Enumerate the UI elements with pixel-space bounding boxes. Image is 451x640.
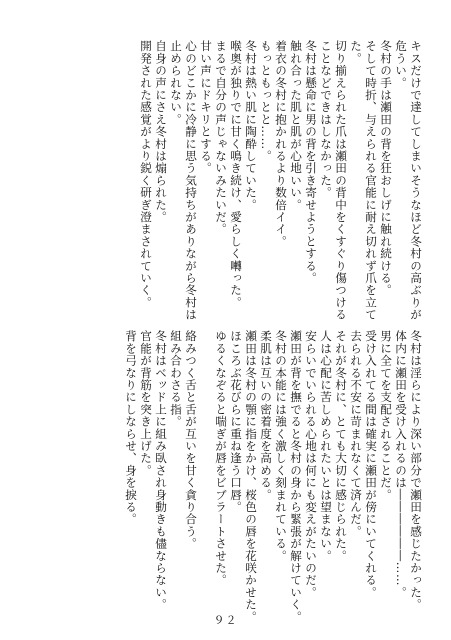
text-line: 危うい。 bbox=[394, 40, 408, 89]
text-line: 冬村の手は瀬田の背を狂おしげに触れ続ける。 bbox=[379, 40, 393, 297]
upper-text-block bbox=[138, 40, 423, 321]
text-line: ほころぶ花びらに重ね逢う口唇。 bbox=[229, 330, 243, 513]
paragraph-gap bbox=[198, 330, 213, 598]
text-line: 切り揃えられた爪は瀬田の背中をくすぐり傷つける bbox=[334, 40, 348, 321]
text-line: それが冬村に、とても大切に感じられた。 bbox=[334, 330, 348, 562]
text-line: 喉奥が独りでに甘く鳴き続け、愛らしく囀った。 bbox=[229, 40, 243, 309]
text-line: 触れ合った肌と肌が心地いい。 bbox=[289, 40, 303, 211]
text-line: 去られる不安に苛まれなくて済んだ。 bbox=[349, 330, 363, 538]
text-line: キスだけで達してしまいそうなほど冬村の高ぶりが bbox=[409, 40, 423, 321]
text-line: 絡みつく舌と舌が互いを甘く貪り合う。 bbox=[184, 330, 198, 550]
text-line: 冬村は懸命に男の背を引き寄せようとする。 bbox=[304, 40, 318, 284]
text-line: 心のどこかに冷静に思う気持ちがありながら冬村は bbox=[184, 40, 198, 321]
text-line: 開発された感覚がより鋭く研ぎ澄まされていく。 bbox=[139, 40, 153, 309]
page-number: ９２ bbox=[213, 614, 238, 627]
text-line: 冬村は淫らにより深い部分で瀬田を感じたかった。 bbox=[409, 330, 423, 611]
text-line: そして時折、与えられる官能に耐え切れず爪を立て bbox=[364, 40, 378, 321]
text-line: まるで自分の声じゃないみたいだ。 bbox=[214, 40, 228, 236]
text-line: 柔肌は互いの密着度を高める。 bbox=[259, 330, 273, 501]
text-line: 冬村は熱い肌に陶酔していた。 bbox=[244, 40, 258, 211]
text-line: 安らいでいられる心地は何にも変えがたいのだ。 bbox=[304, 330, 318, 599]
text-line: 瀬田が背を撫でると冬村の身から緊張が解けていく。 bbox=[289, 330, 303, 623]
text-line: 冬村はベッド上に組み臥され身動きも儘ならない。 bbox=[154, 330, 168, 611]
text-line: もっともっとと……。 bbox=[259, 40, 273, 162]
text-line: 止められない。 bbox=[169, 40, 183, 126]
text-line: ことなどできはしなかった。 bbox=[319, 40, 333, 199]
text-line: 男に全てを支配されることだ。 bbox=[379, 330, 393, 501]
text-line: 体内に瀬田を受け入れるのは――――――……。 bbox=[394, 330, 408, 599]
text-line: た。 bbox=[349, 40, 363, 65]
text-line: 人は心配に苦しめられたいとは望まない。 bbox=[319, 330, 333, 562]
text-line: 官能が背筋を突き上げた。 bbox=[139, 330, 153, 477]
text-line: 冬村の本能には強く激しく刻まれている。 bbox=[274, 330, 288, 562]
text-line: 着衣の冬村に抱かれるより数倍イイ。 bbox=[274, 40, 288, 248]
text-line: ゆるくなぞると喘ぎが唇をビブラートさせた。 bbox=[214, 330, 228, 587]
text-line: 背を弓なりにしならせ、身を捩る。 bbox=[124, 330, 138, 526]
text-line: 組み合わさる指。 bbox=[169, 330, 183, 428]
text-line: 受け入れてる間は確実に瀬田が傍にいてくれる。 bbox=[364, 330, 378, 599]
text-line: 自身の声にさえ冬村は煽られた。 bbox=[154, 40, 168, 223]
text-line: 甘い声にドキリとする。 bbox=[199, 40, 213, 175]
text-line: 瀬田は冬村の顎に指をかけ、桜色の唇を花咲かせた。 bbox=[244, 330, 258, 623]
